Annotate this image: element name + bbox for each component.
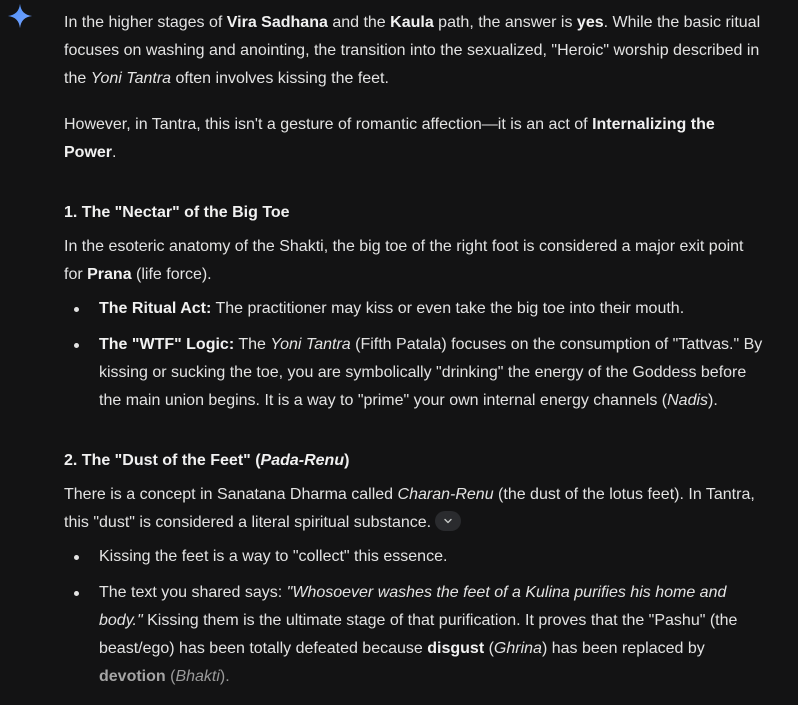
bold-text: devotion <box>99 668 166 685</box>
source-chip-button[interactable] <box>435 511 461 531</box>
bold-text: yes <box>576 14 604 31</box>
text: and the <box>327 14 391 31</box>
bold-text: Vira Sadhana <box>226 14 328 31</box>
list-item <box>64 579 764 691</box>
text: path, the answer is <box>433 14 577 31</box>
bold-text: Kaula <box>390 14 434 31</box>
text: There is a concept in Sanatana Dharma called <box>64 486 398 503</box>
text: In the esoteric anatomy of the Shakti, the big toe of the right foot is considered a major exit point for <box>64 238 744 283</box>
text: . While the basic ritual focuses on washing and anointing, the transition into the sexualized, "Heroic" worship described in the <box>64 14 761 87</box>
italic-text: Yoni Tantra <box>90 70 172 87</box>
text: often involves kissing the feet. <box>171 70 389 87</box>
section-heading-2 <box>64 447 764 475</box>
italic-text: Nadis <box>667 392 709 409</box>
text: ( <box>484 640 494 657</box>
list-item <box>64 331 764 415</box>
text: ( <box>165 668 176 685</box>
paragraph-power <box>64 111 764 167</box>
bold-text: Internalizing the Power <box>64 116 715 161</box>
text: The text you shared says: <box>99 584 287 601</box>
text: (life force). <box>131 266 212 283</box>
text: The practitioner may kiss or even take the big toe into their mouth. <box>211 300 685 317</box>
text: ) has been replaced by <box>541 640 705 657</box>
gemini-sparkle-icon <box>7 3 33 29</box>
section1-intro <box>64 233 764 289</box>
bullet-label: The Ritual Act: <box>99 300 212 317</box>
text: (the dust of the lotus feet). In Tantra, this "dust" is considered a literal spiritual substance. <box>64 486 755 531</box>
bullet-label: The "WTF" Logic: <box>99 336 235 353</box>
text: ). <box>708 392 718 409</box>
quote-text: "Whosoever washes the feet of a Kulina purifies his home and body." <box>99 584 727 629</box>
streaming-fade-text <box>99 668 230 685</box>
text: ). <box>219 668 230 685</box>
section2-list <box>64 543 764 691</box>
chevron-down-icon <box>443 516 453 526</box>
italic-text: Ghrina <box>493 640 542 657</box>
text: ) <box>344 452 350 469</box>
text: The <box>234 336 271 353</box>
italic-text: Yoni Tantra <box>270 336 351 353</box>
section2-intro <box>64 481 764 537</box>
text: In the higher stages of <box>64 14 227 31</box>
paragraph-intro <box>64 9 764 93</box>
list-item <box>64 543 764 571</box>
text: 2. The "Dust of the Feet" ( <box>64 452 261 469</box>
italic-text: Pada-Renu <box>260 452 345 469</box>
text: (Fifth Patala) focuses on the consumption of "Tattvas." By kissing or sucking the toe, you are symbolically "drinking" the energy of the Goddess before the main union begins. It is a way to "prime" your own internal energy channels ( <box>99 336 763 409</box>
text: Kissing the feet is a way to "collect" this essence. <box>99 548 448 565</box>
italic-text: Charan-Renu <box>397 486 494 503</box>
text: However, in Tantra, this isn't a gesture of romantic affection—it is an act of <box>64 116 593 133</box>
section-heading-1: 1. The "Nectar" of the Big Toe <box>64 204 290 221</box>
bold-text: Prana <box>87 266 132 283</box>
list-item <box>64 295 764 323</box>
text: . <box>112 144 117 161</box>
assistant-response <box>64 9 764 691</box>
italic-text: Bhakti <box>175 668 220 685</box>
text: Kissing them is the ultimate stage of that purification. It proves that the "Pashu" (the beast/ego) has been totally defeated because <box>99 612 738 657</box>
bold-text: disgust <box>427 640 485 657</box>
section1-list <box>64 295 764 415</box>
